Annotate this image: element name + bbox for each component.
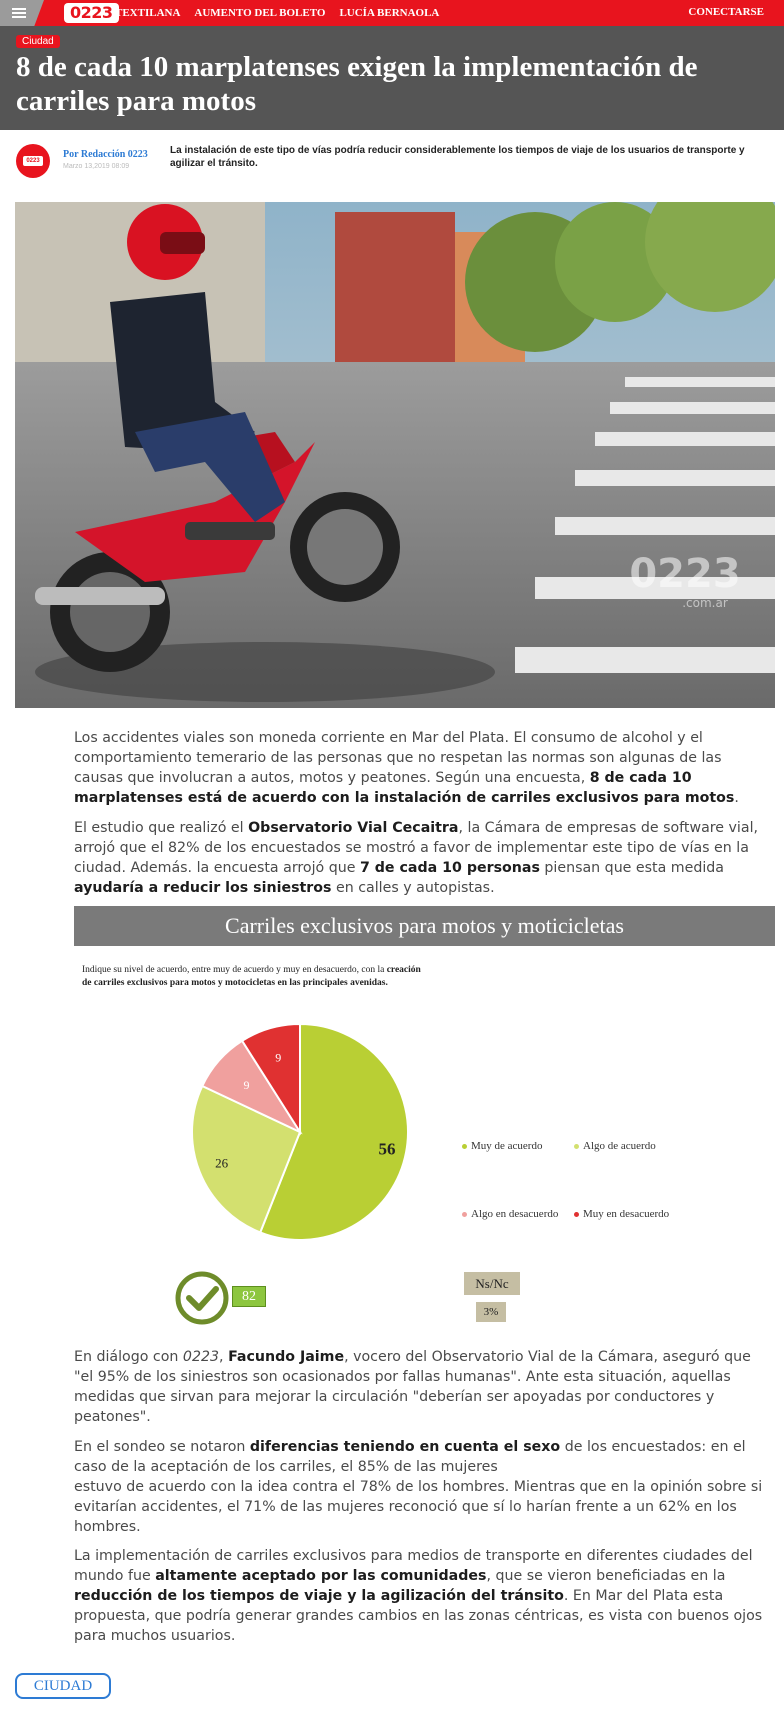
site-logo[interactable]: 0223 xyxy=(64,3,119,23)
paragraph-4 xyxy=(74,1437,774,1537)
p3-text-a: En diálogo con xyxy=(74,1349,183,1365)
p3-text-c: , xyxy=(219,1349,229,1365)
p4-bold-sexo: diferencias teniendo en cuenta el sexo xyxy=(249,1439,561,1455)
top-nav-bar xyxy=(0,0,784,26)
p5-text-a: La implementación de carriles exclusivos para medios de transporte en diferentes ciudades del mundo fue xyxy=(74,1548,753,1584)
paragraph-5 xyxy=(74,1546,774,1646)
nav-links xyxy=(115,0,439,26)
nsnc-label: Ns/Nc xyxy=(464,1272,520,1295)
p2-text-e: piensan que esta medida xyxy=(539,860,725,876)
legend-label-muy-de-acuerdo: Muy de acuerdo xyxy=(471,1140,543,1152)
p4-text-a: En el sondeo se notaron xyxy=(74,1439,250,1455)
legend-algo-en-desacuerdo xyxy=(462,1208,558,1220)
infographic-heading: Carriles exclusivos para motos y moticicletas xyxy=(74,906,775,946)
nav-link-aumento-boleto[interactable]: AUMENTO DEL BOLETO xyxy=(194,7,326,19)
survey-question-text: Indique su nivel de acuerdo, entre muy de acuerdo y muy en desacuerdo, con la xyxy=(82,965,387,975)
legend-muy-en-desacuerdo xyxy=(574,1208,669,1220)
publish-date: Marzo 13,2019 08:09 xyxy=(63,163,130,170)
p2-bold-7-de-10: 7 de cada 10 personas xyxy=(359,860,540,876)
p5-text-e: . En Mar del Plata esta propuesta, que podría generar grandes cambios en las zonas céntricas, es vista con buenos ojos para muchos usuarios. xyxy=(74,1588,763,1644)
paragraph-1 xyxy=(74,728,774,808)
pie-label-algo-de-acuerdo: 26 xyxy=(215,1155,229,1171)
p1-bold: 8 de cada 10 marplatenses está de acuerdo con la instalación de carriles exclusivos para motos xyxy=(74,770,735,806)
pie-label-muy-de-acuerdo: 56 xyxy=(378,1139,396,1159)
p5-bold-reduccion: reducción de los tiempos de viaje y la agilización del tránsito xyxy=(74,1588,564,1604)
agreement-pie-chart xyxy=(74,906,775,1322)
legend-dot-muy-en-desacuerdo xyxy=(574,1212,579,1217)
checkmark-circle-icon xyxy=(174,1270,230,1326)
agree-total-value: 82 xyxy=(232,1286,266,1307)
p4-text-c: de los encuestados: en el caso de la aceptación de los carriles, el 85% de las mujeres xyxy=(74,1439,746,1475)
nav-link-lucia-bernaola[interactable]: LUCÍA BERNAOLA xyxy=(339,7,440,19)
hero-watermark-sub: .com.ar xyxy=(682,596,728,610)
article-header xyxy=(0,26,784,130)
survey-infographic xyxy=(74,906,775,1322)
article-lede: La instalación de este tipo de vías podría reducir considerablemente los tiempos de viaje de los usuarios de transporte y agilizar el tránsito. xyxy=(170,145,745,169)
p2-text-a: El estudio que realizó el xyxy=(74,820,249,836)
category-badge[interactable]: Ciudad xyxy=(16,35,60,48)
p2-bold-observatorio: Observatorio Vial Cecaitra xyxy=(248,820,459,836)
legend-dot-algo-en-desacuerdo xyxy=(462,1212,467,1217)
paragraph-3 xyxy=(74,1347,774,1427)
p3-italic-0223: 0223 xyxy=(182,1349,220,1365)
p2-bold-siniestros: ayudaría a reducir los siniestros xyxy=(74,880,332,896)
tag-ciudad-button[interactable]: CIUDAD xyxy=(15,1673,111,1699)
legend-label-muy-en-desacuerdo: Muy en desacuerdo xyxy=(583,1208,670,1220)
paragraph-2 xyxy=(74,818,774,898)
nav-link-textilana[interactable]: TEXTILANA xyxy=(115,7,181,19)
avatar-logo-text: 0223 xyxy=(23,156,43,166)
pie-label-muy-en-desacuerdo: 9 xyxy=(275,1050,282,1065)
p2-text-g: en calles y autopistas. xyxy=(331,880,495,896)
hero-watermark: 0223 xyxy=(629,551,741,597)
p5-text-c: , que se vieron beneficiadas en la xyxy=(486,1568,726,1584)
nsnc-value: 3% xyxy=(476,1302,506,1322)
p2-text-c: , la Cámara de empresas de software vial, arrojó que el 82% de los encuestados se mostró a favor de implementar este tipo de vías en la ciudad. Además. la encuesta arrojó que xyxy=(74,820,759,876)
p3-text-e: , vocero del Observatorio Vial de la Cámara, aseguró que "el 95% de los siniestros son ocasionados por fallas humanas". Ante esta situación, aquellas medidas que sirvan para mejorar la circulación "deberían ser apoyadas por conductores y peatones". xyxy=(74,1349,751,1425)
legend-dot-muy-de-acuerdo xyxy=(462,1144,467,1149)
hero-photo-motorcycle xyxy=(15,202,775,708)
author-name[interactable]: Por Redacción 0223 xyxy=(63,149,148,160)
legend-label-algo-en-desacuerdo: Algo en desacuerdo xyxy=(471,1208,559,1220)
p1-text-c: . xyxy=(734,790,739,806)
legend-muy-de-acuerdo xyxy=(462,1140,542,1152)
article-title: 8 de cada 10 marplatenses exigen la implementación de carriles para motos xyxy=(16,51,698,117)
legend-label-algo-de-acuerdo: Algo de acuerdo xyxy=(583,1140,656,1152)
p5-bold-aceptado: altamente aceptado por las comunidades xyxy=(155,1568,487,1584)
p3-bold-facundo: Facundo Jaime xyxy=(228,1349,345,1365)
hamburger-menu-icon[interactable] xyxy=(0,0,44,26)
pie-label-algo-en-desacuerdo: 9 xyxy=(243,1078,250,1093)
author-avatar xyxy=(16,144,50,178)
p4-text-d: estuvo de acuerdo con la idea contra el 78% de los hombres. Mientras que en la opinión sobre si evitarían accidentes, el 71% de las mujeres reconoció que sí lo harían frente a un 62% en los hombres. xyxy=(74,1479,763,1535)
legend-algo-de-acuerdo xyxy=(574,1140,656,1152)
legend-dot-algo-de-acuerdo xyxy=(574,1144,579,1149)
survey-question-bold: creación de carriles exclusivos para motos y motocicletas en las principales avenidas. xyxy=(82,965,421,988)
connect-button[interactable]: CONECTARSE xyxy=(688,6,764,18)
p1-text-a: Los accidentes viales son moneda corriente en Mar del Plata. El consumo de alcohol y el comportamiento temerario de las personas que no respetan las normas son algunas de las causas que involucran a autos, motos y peatones. Según una encuesta, xyxy=(74,730,722,786)
